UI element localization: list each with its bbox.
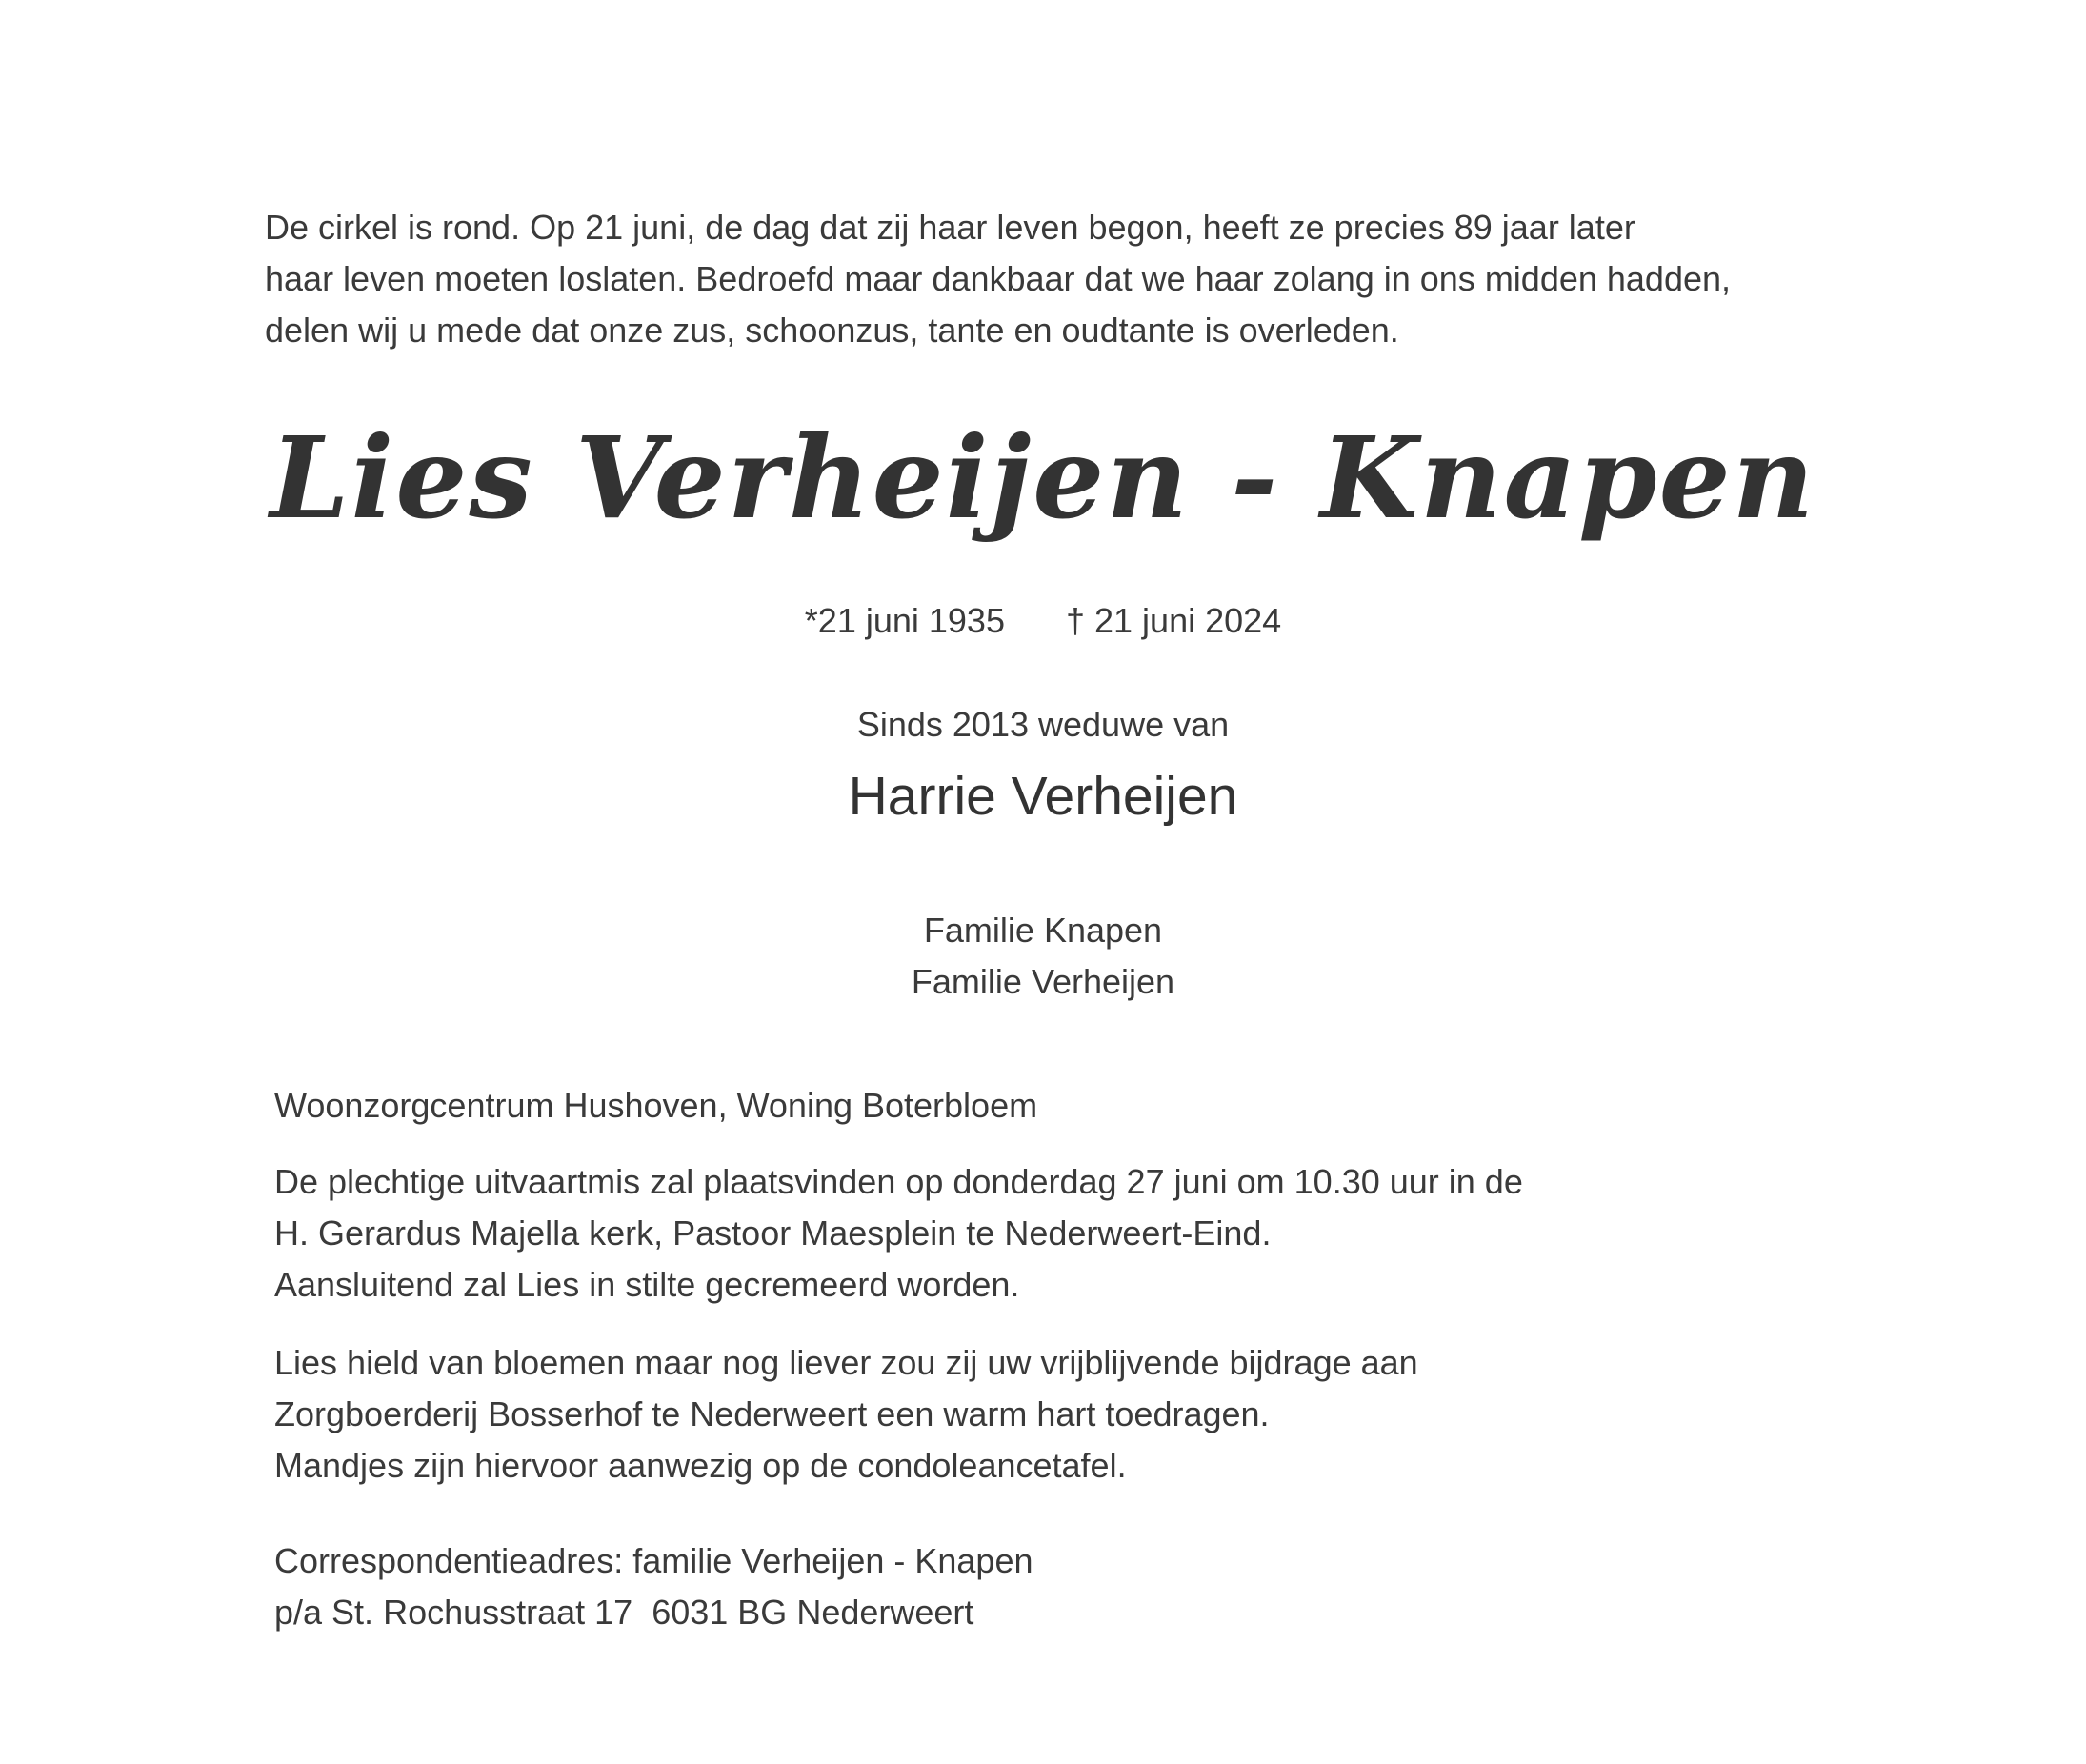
- funeral-line: Aansluitend zal Lies in stilte gecremeerd worden.: [274, 1265, 1020, 1304]
- funeral-line: De plechtige uitvaartmis zal plaatsvinden op donderdag 27 juni om 10.30 uur in de: [274, 1162, 1523, 1201]
- correspondence-address: [274, 1535, 1033, 1638]
- spouse-name: Harrie Verheijen: [848, 766, 1238, 827]
- life-dates: [0, 596, 2086, 646]
- address-line: Correspondentieadres: familie Verheijen - Knapen: [274, 1541, 1033, 1580]
- intro-line: haar leven moeten loslaten. Bedroefd maar dankbaar dat we haar zolang in ons midden hadden,: [265, 259, 1732, 298]
- intro-line: De cirkel is rond. Op 21 juni, de dag dat zij haar leven begon, heeft ze precies 89 jaar later: [265, 208, 1635, 247]
- family-name: Familie Verheijen: [911, 962, 1175, 1001]
- family-name: Familie Knapen: [923, 911, 1163, 950]
- flowers-line: Mandjes zijn hiervoor aanwezig op de condoleancetafel.: [274, 1446, 1127, 1485]
- family-list: [0, 905, 2086, 1008]
- flowers-paragraph: [274, 1337, 1418, 1492]
- intro-line: delen wij u mede dat onze zus, schoonzus, tante en oudtante is overleden.: [265, 311, 1399, 350]
- residence-text: [274, 1080, 1037, 1132]
- flowers-line: Zorgboerderij Bosserhof te Nederweert een warm hart toedragen.: [274, 1394, 1270, 1433]
- deceased-name: Lies Verheijen - Knapen: [270, 411, 1816, 544]
- intro-paragraph: [265, 202, 1731, 356]
- residence-line: Woonzorgcentrum Hushoven, Woning Boterbloem: [274, 1086, 1038, 1125]
- birth-date: *21 juni 1935: [804, 601, 1005, 640]
- widow-since-text: Sinds 2013 weduwe van: [856, 705, 1230, 744]
- flowers-line: Lies hield van bloemen maar nog liever zou zij uw vrijblijvende bijdrage aan: [274, 1343, 1418, 1382]
- death-date: † 21 juni 2024: [1065, 601, 1282, 640]
- funeral-paragraph: [274, 1156, 1523, 1311]
- funeral-line: H. Gerardus Majella kerk, Pastoor Maesplein te Nederweert-Eind.: [274, 1213, 1272, 1253]
- address-line: p/a St. Rochusstraat 17 6031 BG Nederweert: [274, 1593, 974, 1632]
